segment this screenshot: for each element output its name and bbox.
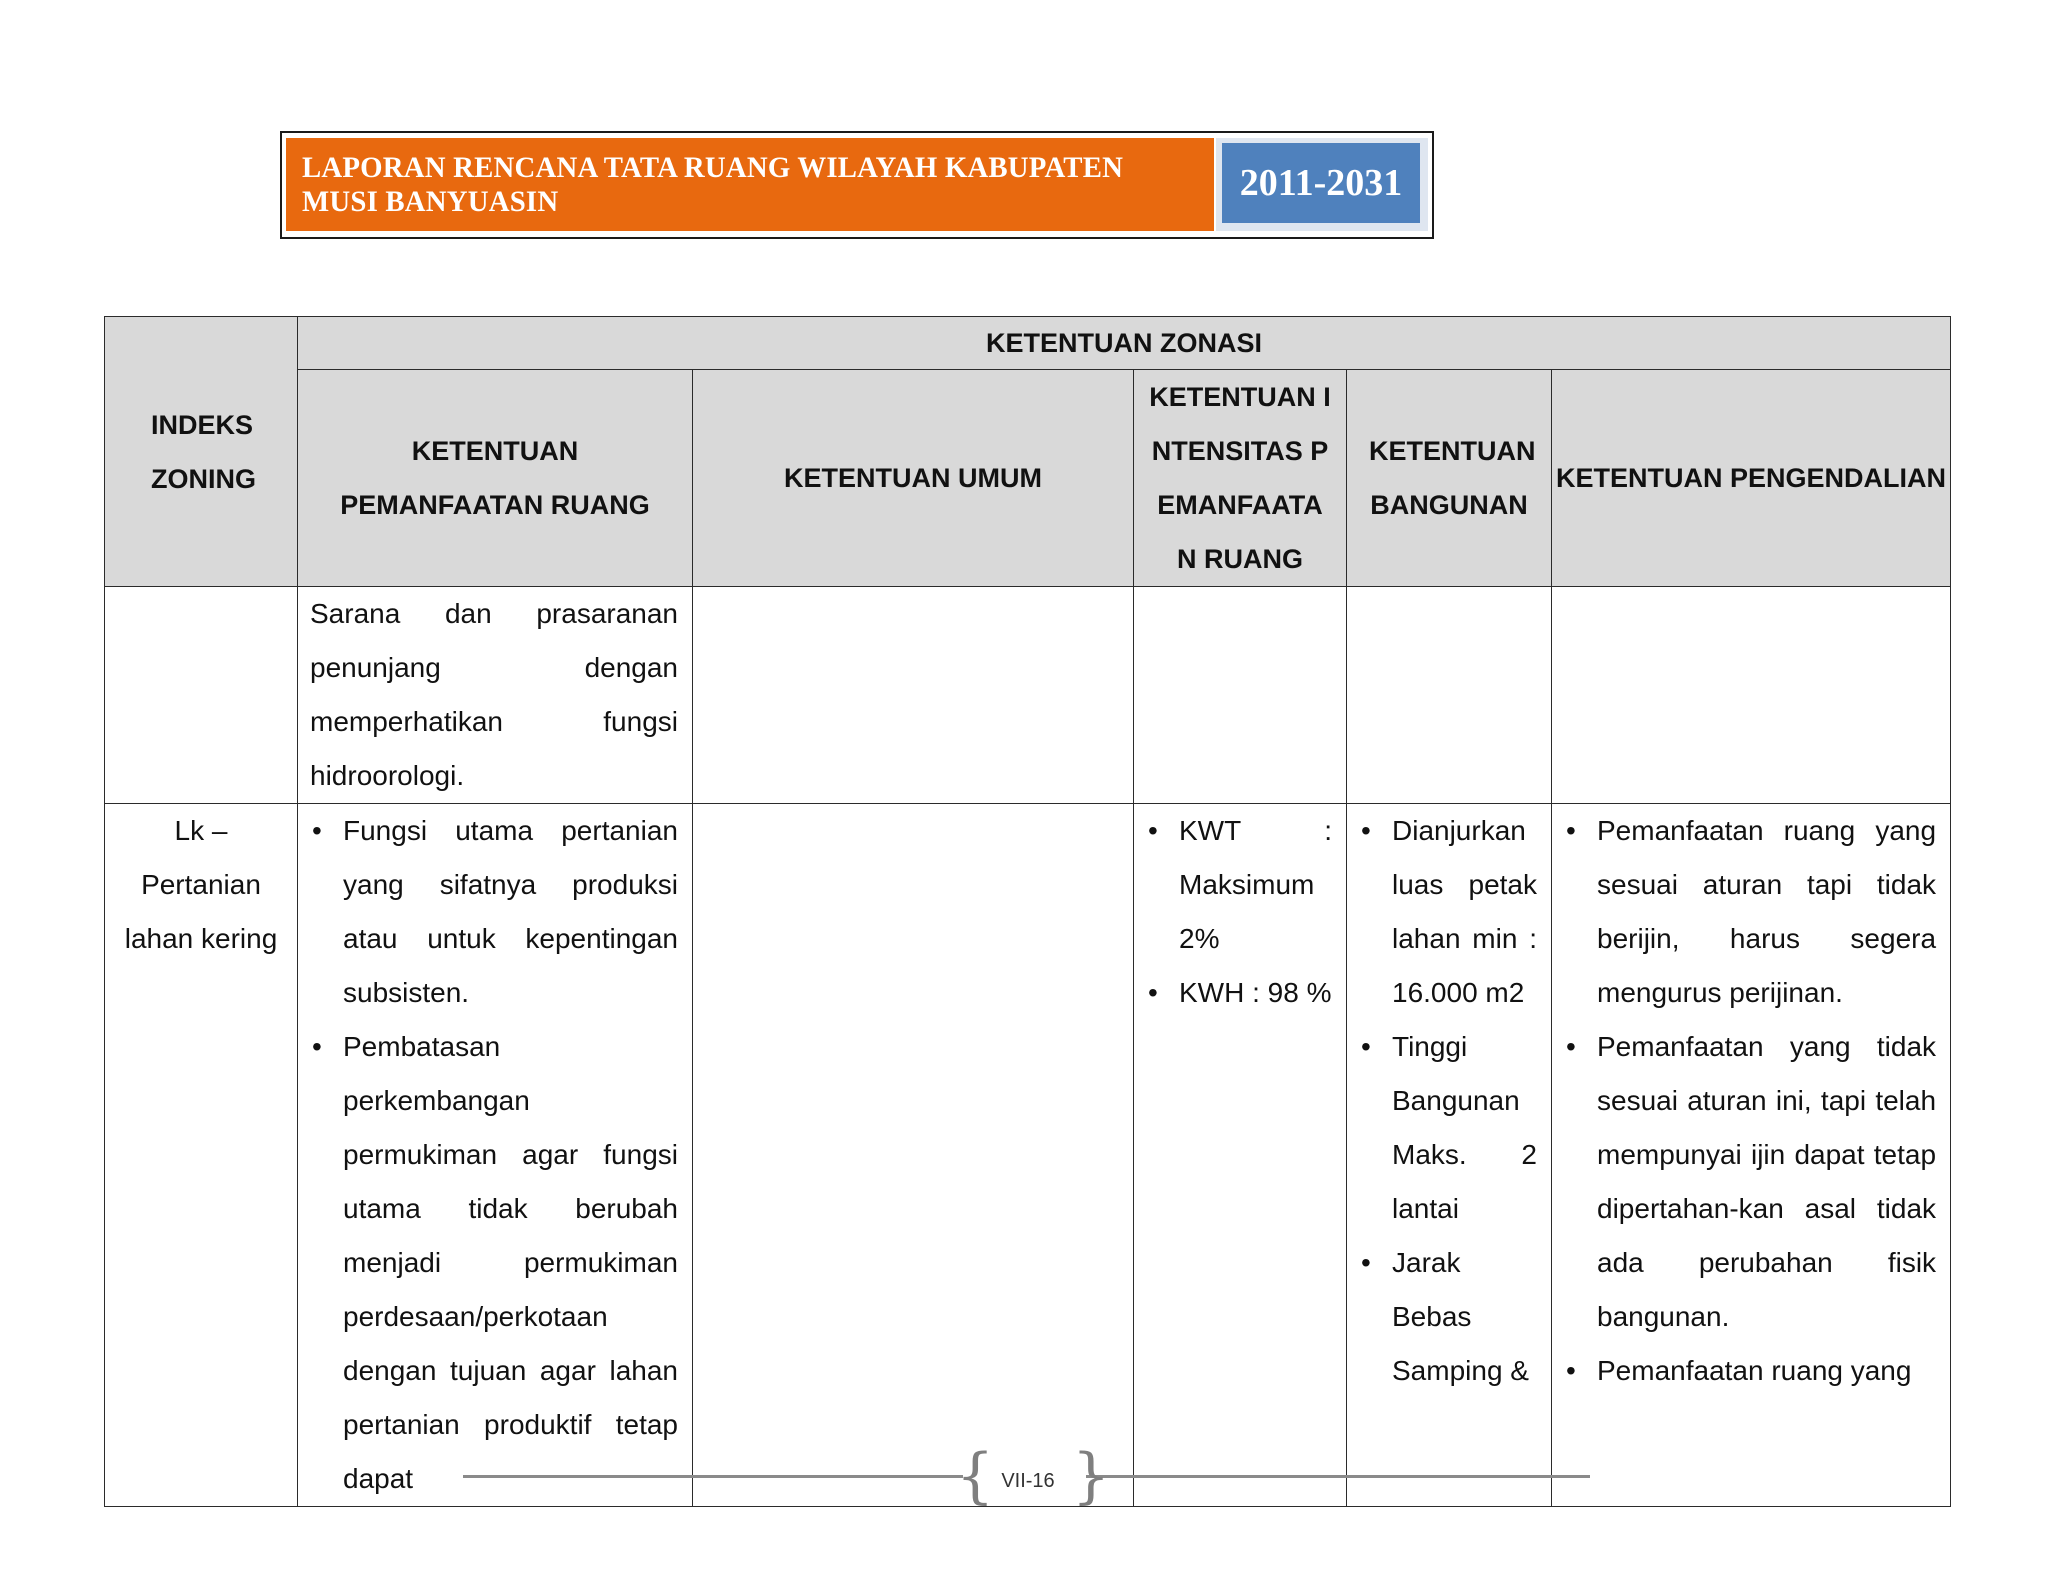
header-bangunan-text: KETENTUAN BANGUNAN (1369, 436, 1536, 520)
table-header-row-2 (105, 370, 1951, 587)
page-number: VII-16 (1001, 1470, 1055, 1492)
bangunan-list (1359, 804, 1537, 1398)
report-year: 2011-2031 (1239, 162, 1403, 204)
list-item: • Pemanfaatan yang tidak sesuai aturan ini, tapi telah mempunyai ijin dapat tetap dipertahan-kan asal tidak ada perubahan fisik bangunan. (1564, 1020, 1936, 1344)
row1-umum-cell (693, 587, 1134, 804)
list-item: • Fungsi utama pertanian yang sifatnya produksi atau untuk kepentingan subsisten. (310, 804, 678, 1020)
row1-pemanfaatan-text: Sarana dan prasaranan penunjang dengan memperhatikan fungsi hidroorologi. (310, 598, 678, 791)
row2-umum-cell (693, 804, 1134, 1511)
header-indeks-text: INDEKS ZONING (151, 409, 256, 494)
row2-pengendalian-cell (1552, 804, 1951, 1507)
zoning-table (104, 316, 1951, 1511)
banner-year-block (1222, 143, 1420, 223)
header-pemanfaatan-ruang (298, 370, 693, 587)
row1-pemanfaatan-cell (298, 587, 693, 804)
intensitas-list (1146, 804, 1332, 1020)
row2-intensitas-cell (1134, 804, 1347, 1507)
header-pengendalian: KETENTUAN PENGENDALIAN (1552, 370, 1951, 587)
report-banner (280, 131, 1434, 239)
header-intensitas-text: KETENTUAN INTENSITAS PEMANFAATAN RUANG (1149, 382, 1331, 574)
header-pemanfaatan-text: KETENTUAN PEMANFAATAN RUANG (340, 436, 650, 520)
list-item: • Dianjurkan luas petak lahan min : 16.000 m2 (1359, 804, 1537, 1020)
footer-rule-right (1086, 1475, 1590, 1478)
row1-pengendalian-cell (1552, 587, 1951, 804)
header-ketentuan-zonasi: KETENTUAN ZONASI (298, 317, 1951, 370)
list-item: • KWT : Maksimum 2% (1146, 804, 1332, 966)
list-item: • Tinggi Bangunan Maks. 2 lantai (1359, 1020, 1537, 1236)
row1-indeks-cell (105, 587, 298, 804)
report-title: LAPORAN RENCANA TATA RUANG WILAYAH KABUPATEN MUSI BANYUASIN (302, 150, 1124, 218)
row2-pemanfaatan-cell (298, 804, 693, 1507)
list-item: • Jarak Bebas Samping & (1359, 1236, 1537, 1398)
row1-intensitas-cell (1134, 587, 1347, 804)
row2-bangunan-cell (1347, 804, 1552, 1507)
list-item: • KWH : 98 % (1146, 966, 1332, 1020)
row1-bangunan-cell (1347, 587, 1552, 804)
row2-indeks-cell (105, 804, 298, 1507)
pemanfaatan-list (310, 804, 678, 1506)
table-row (105, 804, 1951, 1507)
header-ketentuan-umum: KETENTUAN UMUM (693, 370, 1134, 587)
list-item: • Pembatasan perkembangan permukiman agar fungsi utama tidak berubah menjadi permukiman perdesaan/perkotaan dengan tujuan agar lahan pertanian produktif tetap dapat (310, 1020, 678, 1506)
row2-indeks-text: Lk – Pertanian lahan kering (124, 815, 278, 954)
pengendalian-list (1564, 804, 1936, 1398)
header-bangunan (1347, 370, 1552, 587)
banner-year-frame (1216, 138, 1428, 231)
header-intensitas (1134, 370, 1347, 587)
right-brace-icon: } (1072, 1441, 1111, 1511)
list-item: • Pemanfaatan ruang yang (1564, 1344, 1936, 1398)
banner-title-block (286, 138, 1214, 231)
footer-rule-left (463, 1475, 963, 1478)
header-indeks-zoning (105, 317, 298, 587)
table-header-row-1 (105, 317, 1951, 370)
list-item: • Pemanfaatan ruang yang sesuai aturan tapi tidak berijin, harus segera mengurus perijinan. (1564, 804, 1936, 1020)
table-row (105, 587, 1951, 804)
left-brace-icon: { (956, 1441, 995, 1511)
